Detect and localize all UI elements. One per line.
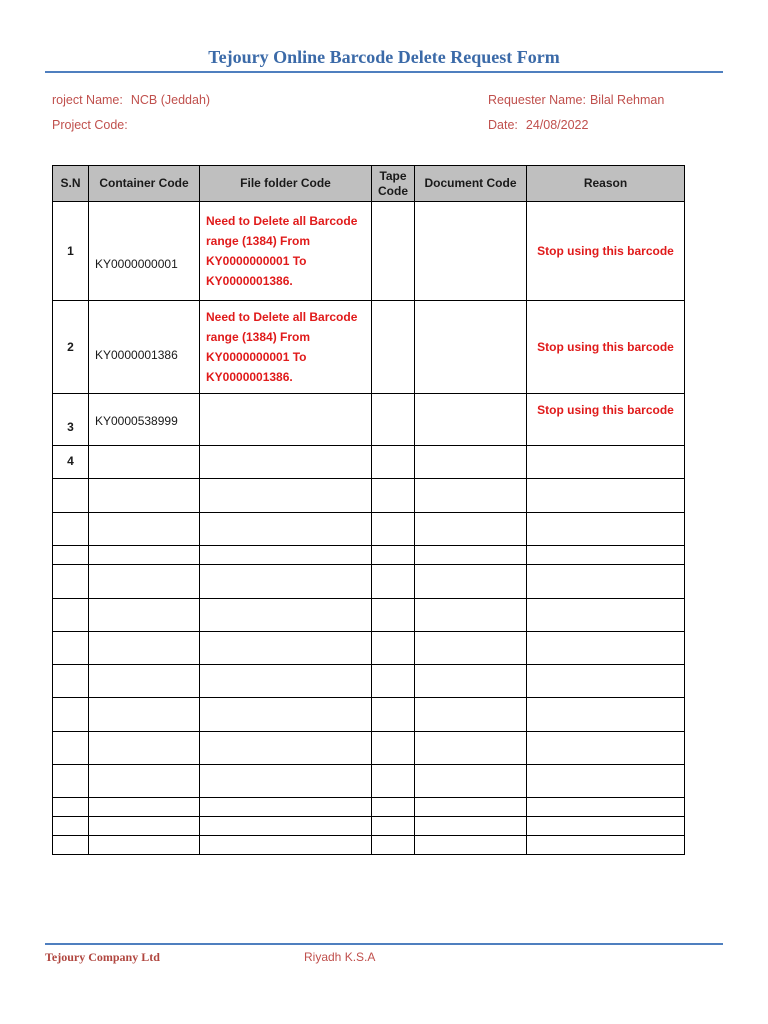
row-tape-code: [372, 479, 415, 513]
row-sn: [53, 513, 89, 546]
header-reason: Reason: [527, 166, 685, 202]
row-document-code: [415, 546, 527, 565]
row-tape-code: [372, 446, 415, 479]
row-tape-code: [372, 798, 415, 817]
table-row: [53, 546, 685, 565]
row-document-code: [415, 513, 527, 546]
table-row: [53, 765, 685, 798]
row-sn: 3: [53, 394, 89, 446]
row-sn: [53, 836, 89, 855]
project-name-line: [52, 93, 210, 107]
header-tape-line1: Tape: [379, 168, 407, 183]
row-document-code: [415, 565, 527, 599]
row-document-code: [415, 632, 527, 665]
row-tape-code: [372, 513, 415, 546]
row-sn: [53, 599, 89, 632]
row-reason: [527, 565, 685, 599]
row-sn: [53, 732, 89, 765]
row-container-code: [89, 765, 200, 798]
row-container-code: [89, 836, 200, 855]
row-reason: Stop using this barcode: [527, 202, 685, 301]
row-sn: 1: [53, 202, 89, 301]
row-file-folder-code: Need to Delete all Barcode range (1384) From KY0000000001 To KY0000001386.: [200, 301, 372, 394]
row-file-folder-code: [200, 665, 372, 698]
row-reason: [527, 546, 685, 565]
footer-company: Tejoury Company Ltd: [45, 950, 160, 964]
header-tape-code: [372, 166, 415, 202]
header-document-code: Document Code: [415, 166, 527, 202]
row-container-code: [89, 632, 200, 665]
row-tape-code: [372, 765, 415, 798]
row-sn: [53, 698, 89, 732]
row-reason: [527, 798, 685, 817]
row-reason: [527, 479, 685, 513]
requester-value: Bilal Rehman: [589, 93, 665, 107]
row-document-code: [415, 665, 527, 698]
row-document-code: [415, 599, 527, 632]
row-tape-code: [372, 632, 415, 665]
row-document-code: [415, 698, 527, 732]
row-container-code: [89, 798, 200, 817]
barcode-request-table: [52, 165, 685, 855]
row-sn: [53, 765, 89, 798]
table-row: [53, 798, 685, 817]
row-reason: [527, 732, 685, 765]
row-file-folder-code: [200, 836, 372, 855]
row-container-code: [89, 732, 200, 765]
row-tape-code: [372, 698, 415, 732]
requester-label: Requester Name:: [488, 93, 586, 107]
table-row: [53, 513, 685, 546]
row-tape-code: [372, 565, 415, 599]
row-document-code: [415, 446, 527, 479]
project-name-label: roject Name:: [52, 93, 123, 107]
row-tape-code: [372, 817, 415, 836]
row-file-folder-code: [200, 446, 372, 479]
row-tape-code: [372, 394, 415, 446]
table-row: [53, 836, 685, 855]
header-file-folder-code: File folder Code: [200, 166, 372, 202]
row-file-folder-code: [200, 546, 372, 565]
row-document-code: [415, 394, 527, 446]
row-file-folder-code: [200, 632, 372, 665]
row-document-code: [415, 202, 527, 301]
requester-line: [488, 93, 664, 107]
row-container-code: KY0000000001: [89, 202, 200, 301]
row-file-folder-code: [200, 479, 372, 513]
table-row: [53, 632, 685, 665]
row-file-folder-code: [200, 798, 372, 817]
row-document-code: [415, 301, 527, 394]
row-container-code: [89, 665, 200, 698]
table-row: [53, 446, 685, 479]
form-title: Tejoury Online Barcode Delete Request Form: [208, 47, 560, 67]
table-row: [53, 565, 685, 599]
project-code-label: Project Code:: [52, 118, 128, 132]
row-reason: [527, 665, 685, 698]
table-row: [53, 202, 685, 301]
row-file-folder-code: [200, 565, 372, 599]
row-file-folder-code: [200, 732, 372, 765]
row-sn: [53, 546, 89, 565]
row-tape-code: [372, 836, 415, 855]
footer-divider: [45, 943, 723, 945]
table-row: [53, 479, 685, 513]
row-container-code: [89, 446, 200, 479]
table-row: [53, 301, 685, 394]
date-label: Date:: [488, 118, 518, 132]
row-tape-code: [372, 665, 415, 698]
row-container-code: KY0000001386: [89, 301, 200, 394]
date-line: [488, 118, 588, 132]
table-row: [53, 817, 685, 836]
row-tape-code: [372, 732, 415, 765]
row-container-code: KY0000538999: [89, 394, 200, 446]
table-row: [53, 394, 685, 446]
row-reason: Stop using this barcode: [527, 394, 685, 446]
row-reason: [527, 765, 685, 798]
row-sn: 2: [53, 301, 89, 394]
date-value: 24/08/2022: [525, 118, 589, 132]
row-file-folder-code: [200, 817, 372, 836]
row-container-code: [89, 565, 200, 599]
row-tape-code: [372, 599, 415, 632]
row-container-code: [89, 479, 200, 513]
row-sn: [53, 632, 89, 665]
row-document-code: [415, 836, 527, 855]
project-code-line: [52, 118, 128, 132]
row-document-code: [415, 765, 527, 798]
row-document-code: [415, 479, 527, 513]
table-row: [53, 599, 685, 632]
row-reason: [527, 446, 685, 479]
row-reason: [527, 817, 685, 836]
row-sn: [53, 479, 89, 513]
row-container-code: [89, 817, 200, 836]
row-file-folder-code: [200, 599, 372, 632]
row-reason: [527, 836, 685, 855]
row-container-code: [89, 546, 200, 565]
table-header-row: [53, 166, 685, 202]
row-container-code: [89, 698, 200, 732]
row-tape-code: [372, 301, 415, 394]
row-container-code: [89, 599, 200, 632]
table-row: [53, 665, 685, 698]
row-sn: [53, 798, 89, 817]
row-reason: [527, 513, 685, 546]
footer-location: Riyadh K.S.A: [304, 950, 376, 964]
row-tape-code: [372, 202, 415, 301]
row-container-code: [89, 513, 200, 546]
project-name-value: NCB (Jeddah): [130, 93, 211, 107]
row-file-folder-code: [200, 698, 372, 732]
row-reason: [527, 698, 685, 732]
header-container-code: Container Code: [89, 166, 200, 202]
row-document-code: [415, 798, 527, 817]
row-file-folder-code: [200, 394, 372, 446]
row-file-folder-code: [200, 513, 372, 546]
row-reason: Stop using this barcode: [527, 301, 685, 394]
row-document-code: [415, 732, 527, 765]
row-sn: [53, 817, 89, 836]
row-reason: [527, 599, 685, 632]
row-tape-code: [372, 546, 415, 565]
header-tape-line2: Code: [378, 183, 408, 198]
row-sn: [53, 665, 89, 698]
row-sn: 4: [53, 446, 89, 479]
row-document-code: [415, 817, 527, 836]
row-file-folder-code: Need to Delete all Barcode range (1384) From KY0000000001 To KY0000001386.: [200, 202, 372, 301]
header-sn: S.N: [53, 166, 89, 202]
row-sn: [53, 565, 89, 599]
row-reason: [527, 632, 685, 665]
row-file-folder-code: [200, 765, 372, 798]
header-divider: [45, 71, 723, 73]
table-row: [53, 732, 685, 765]
table-row: [53, 698, 685, 732]
